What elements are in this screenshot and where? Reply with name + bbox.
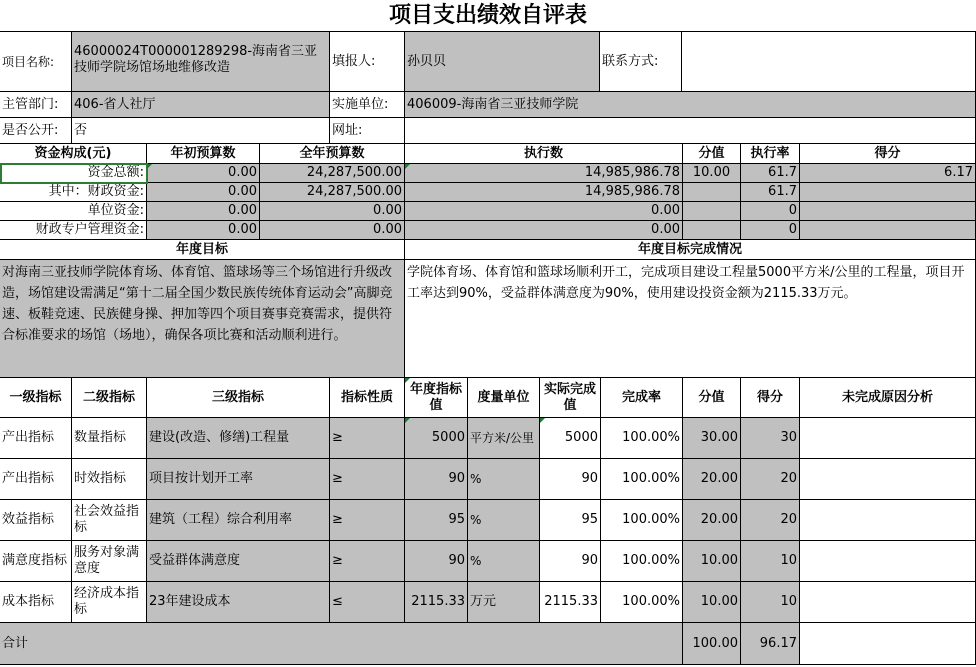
ind-rate[interactable]: 100.00% [601,459,683,500]
funds-row-score[interactable] [800,202,976,221]
ind-header-value: 分值 [683,378,741,418]
ind-l1: 产出指标 [0,418,72,459]
funds-row-initial[interactable]: 0.00 [147,202,260,221]
cell-note-marker [147,164,152,169]
contact-value[interactable] [682,32,976,92]
funds-row-annual[interactable]: 24,287,500.00 [260,164,405,183]
total-value[interactable]: 100.00 [683,623,741,665]
ind-unit[interactable]: 万元 [468,582,540,623]
ind-l1: 产出指标 [0,459,72,500]
ind-header-unit: 度量单位 [468,378,540,418]
ind-rate[interactable]: 100.00% [601,582,683,623]
ind-l2: 数量指标 [72,418,147,459]
funds-header-score: 得分 [800,144,976,164]
ind-score[interactable]: 10 [741,541,800,582]
public-value[interactable]: 否 [72,118,330,144]
ind-actual[interactable]: 90 [540,459,601,500]
funds-header-executed: 执行数 [405,144,683,164]
ind-reason[interactable] [800,500,976,541]
ind-l2: 经济成本指标 [72,582,147,623]
ind-header-l1: 一级指标 [0,378,72,418]
ind-value[interactable]: 20.00 [683,459,741,500]
funds-row-executed[interactable]: 0.00 [405,202,683,221]
ind-l2: 社会效益指标 [72,500,147,541]
dept-label: 主管部门: [0,92,72,118]
ind-l2: 时效指标 [72,459,147,500]
ind-reason[interactable] [800,582,976,623]
ind-unit[interactable]: 平方米/公里 [468,418,540,459]
cell-note-marker [405,418,410,423]
ind-nature[interactable]: ≥ [330,459,405,500]
ind-reason[interactable] [800,459,976,500]
ind-l3[interactable]: 项目按计划开工率 [147,459,330,500]
ind-target[interactable]: 2115.33 [405,582,468,623]
funds-header-initial: 年初预算数 [147,144,260,164]
url-value[interactable] [405,118,976,144]
funds-row-rate[interactable]: 61.7 [741,183,800,202]
ind-value[interactable]: 30.00 [683,418,741,459]
contact-label: 联系方式: [600,32,682,92]
ind-header-l3: 三级指标 [147,378,330,418]
reporter-label: 填报人: [330,32,405,92]
ind-unit[interactable]: % [468,500,540,541]
total-score[interactable]: 96.17 [741,623,800,665]
ind-nature[interactable]: ≥ [330,500,405,541]
funds-row-label: 其中：财政资金: [0,183,147,202]
ind-rate[interactable]: 100.00% [601,500,683,541]
funds-row-annual[interactable]: 24,287,500.00 [260,183,405,202]
funds-row-score-value[interactable] [683,202,741,221]
dept-value[interactable]: 406-省人社厅 [72,92,330,118]
public-label: 是否公开: [0,118,72,144]
ind-l3[interactable]: 受益群体满意度 [147,541,330,582]
funds-row-score[interactable]: 6.17 [800,164,976,183]
funds-row-label: 资金总额: [0,164,147,183]
ind-reason[interactable] [800,418,976,459]
ind-value[interactable]: 10.00 [683,582,741,623]
ind-l2: 服务对象满意度 [72,541,147,582]
ind-l1: 满意度指标 [0,541,72,582]
funds-row-initial[interactable]: 0.00 [147,164,260,183]
cell-note-marker [540,418,545,423]
funds-row-rate[interactable]: 0 [741,202,800,221]
ind-header-l2: 二级指标 [72,378,147,418]
project-name-label: 项目名称: [0,32,72,92]
funds-row-executed[interactable]: 14,985,986.78 [405,183,683,202]
funds-header-rate: 执行率 [741,144,800,164]
annual-target-text[interactable]: 对海南三亚技师学院体育场、体育馆、篮球场等三个场馆进行升级改造，场馆建设需满足“第十二届全国少数民族传统体育运动会”高脚竞速、板鞋竞速、民族健身操、押加等四个项目赛事竞赛需求，提供符合标准要求的场馆（场地），确保各项比赛和活动顺利进行。 [0,260,405,378]
ind-l1: 成本指标 [0,582,72,623]
annual-target-header: 年度目标 [0,240,405,260]
cell-note-marker [405,378,410,383]
ind-header-actual: 实际完成值 [540,378,601,418]
ind-nature[interactable]: ≥ [330,418,405,459]
ind-header-target: 年度指标值 [405,378,468,418]
ind-unit[interactable]: % [468,459,540,500]
ind-rate[interactable]: 100.00% [601,541,683,582]
funds-row-score-value[interactable] [683,183,741,202]
annual-completion-header: 年度目标完成情况 [405,240,976,260]
table-top-border [0,31,976,32]
funds-row-annual[interactable]: 0.00 [260,221,405,240]
ind-header-nature: 指标性质 [330,378,405,418]
ind-score[interactable]: 30 [741,418,800,459]
funds-row-score[interactable] [800,183,976,202]
ind-actual[interactable]: 90 [540,541,601,582]
project-name-value[interactable]: 46000024T000001289298-海南省三亚技师学院场馆场地维修改造 [72,32,330,92]
ind-l1: 效益指标 [0,500,72,541]
ind-unit[interactable]: % [468,541,540,582]
funds-row-initial[interactable]: 0.00 [147,221,260,240]
ind-l3[interactable]: 建筑（工程）综合利用率 [147,500,330,541]
funds-header-annual: 全年预算数 [260,144,405,164]
funds-row-rate[interactable]: 0 [741,221,800,240]
ind-target[interactable]: 95 [405,500,468,541]
funds-row-executed[interactable]: 14,985,986.78 [405,164,683,183]
impl-label: 实施单位: [330,92,405,118]
ind-target[interactable]: 90 [405,459,468,500]
ind-l3[interactable]: 建设(改造、修缮)工程量 [147,418,330,459]
ind-actual[interactable]: 2115.33 [540,582,601,623]
ind-target[interactable]: 5000 [405,418,468,459]
ind-score[interactable]: 20 [741,459,800,500]
ind-score[interactable]: 20 [741,500,800,541]
impl-value[interactable]: 406009-海南省三亚技师学院 [405,92,976,118]
funds-row-score-value[interactable]: 10.00 [683,164,741,183]
page-title: 项目支出绩效自评表 [388,3,587,28]
funds-row-score[interactable] [800,221,976,240]
funds-row-score-value[interactable] [683,221,741,240]
ind-nature[interactable]: ≤ [330,582,405,623]
ind-target[interactable]: 90 [405,541,468,582]
ind-header-rate: 完成率 [601,378,683,418]
funds-row-rate[interactable]: 61.7 [741,164,800,183]
funds-header-score-value: 分值 [683,144,741,164]
ind-reason[interactable] [800,541,976,582]
ind-nature[interactable]: ≥ [330,541,405,582]
ind-score[interactable]: 10 [741,582,800,623]
reporter-value[interactable]: 孙贝贝 [405,32,600,92]
ind-value[interactable]: 10.00 [683,541,741,582]
ind-header-reason: 未完成原因分析 [800,378,976,418]
ind-header-score: 得分 [741,378,800,418]
ind-actual[interactable]: 95 [540,500,601,541]
funds-row-initial[interactable]: 0.00 [147,183,260,202]
funds-row-annual[interactable]: 0.00 [260,202,405,221]
funds-row-executed[interactable]: 0.00 [405,221,683,240]
funds-row-label: 财政专户管理资金: [0,221,147,240]
ind-actual[interactable]: 5000 [540,418,601,459]
funds-header-composition: 资金构成(元) [0,144,147,164]
total-label: 合计 [0,623,683,665]
funds-row-label: 单位资金: [0,202,147,221]
url-label: 网址: [330,118,405,144]
total-reason[interactable] [800,623,976,665]
annual-completion-text[interactable]: 学院体育场、体育馆和篮球场顺利开工，完成项目建设工程量5000平方米/公里的工程量，项目开工率达到90%，受益群体满意度为90%，使用建设投资金额为2115.33万元。 [405,260,976,378]
ind-value[interactable]: 20.00 [683,500,741,541]
cell-note-marker [405,164,410,169]
cell-selection [0,163,148,184]
ind-rate[interactable]: 100.00% [601,418,683,459]
ind-l3[interactable]: 23年建设成本 [147,582,330,623]
